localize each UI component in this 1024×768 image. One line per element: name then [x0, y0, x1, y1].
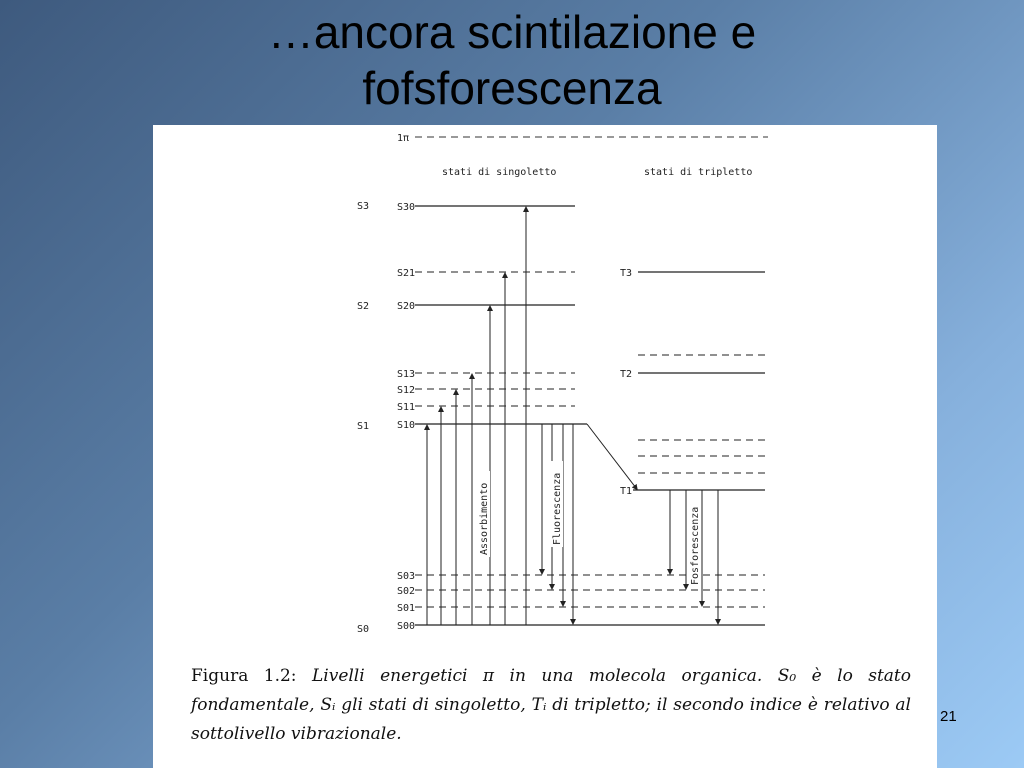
level-label-s02: S02 — [397, 586, 416, 597]
singlet-header: stati di singoletto — [442, 167, 557, 178]
pi-level-label: 1π — [397, 133, 410, 144]
group-label-s1: S1 — [357, 421, 370, 432]
level-label-s13: S13 — [397, 369, 416, 380]
level-label-s00: S00 — [397, 621, 416, 632]
level-label-t2: T2 — [620, 369, 633, 380]
fluorescence-label: Fluorescenza — [552, 472, 563, 545]
level-label-s01: S01 — [397, 603, 416, 614]
level-label-s21: S21 — [397, 268, 416, 279]
title-line-1: …ancora scintilazione e — [267, 6, 757, 58]
page-number: 21 — [940, 708, 957, 725]
level-label-s20: S20 — [397, 301, 416, 312]
level-label-s11: S11 — [397, 402, 416, 413]
group-label-s2: S2 — [357, 301, 370, 312]
group-label-s0: S0 — [357, 624, 370, 635]
group-label-s3: S3 — [357, 201, 370, 212]
phosphorescence-label: Fosforescenza — [690, 506, 701, 585]
triplet-header: stati di tripletto — [644, 167, 753, 178]
level-label-t1: T1 — [620, 486, 633, 497]
title-line-2: fofsforescenza — [362, 62, 662, 114]
figure-caption — [191, 662, 911, 749]
intersystem-crossing-arrow — [587, 424, 636, 488]
slide-title — [0, 4, 1024, 116]
level-label-s10: S10 — [397, 420, 416, 431]
figure-panel — [153, 125, 937, 768]
caption-body: Livelli energetici π in una molecola organica. S₀ è lo stato fondamentale, Sᵢ gli stati di singoletto, Tᵢ di tripletto; il secondo indice è relativo al sottolivello vibrazionale. — [191, 666, 912, 744]
level-label-s30: S30 — [397, 202, 416, 213]
caption-lead: Figura 1.2: — [191, 666, 297, 686]
level-label-s03: S03 — [397, 571, 416, 582]
level-label-s12: S12 — [397, 385, 416, 396]
absorption-label: Assorbimento — [479, 482, 490, 555]
level-label-t3: T3 — [620, 268, 633, 279]
